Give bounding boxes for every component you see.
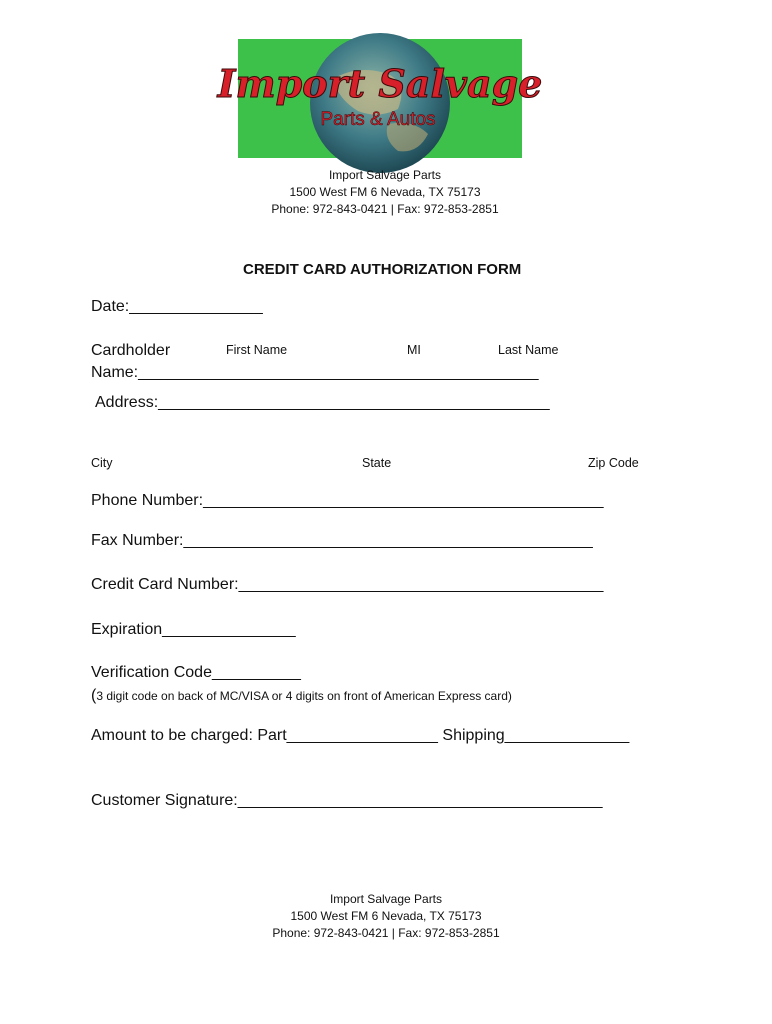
phone-number-field[interactable]: Phone Number:_____________________________________________ — [91, 492, 604, 509]
form-title: CREDIT CARD AUTHORIZATION FORM — [243, 261, 522, 278]
logo-line1: Import Salvage — [217, 61, 543, 106]
header-phone-fax: Phone: 972-843-0421 | Fax: 972-853-2851 — [271, 202, 499, 216]
footer-phone-fax: Phone: 972-843-0421 | Fax: 972-853-2851 — [272, 926, 500, 940]
date-field[interactable]: Date:_______________ — [91, 298, 263, 315]
footer-address: 1500 West FM 6 Nevada, TX 75173 — [290, 909, 482, 923]
name-field[interactable]: Name:_____________________________________________ — [91, 364, 539, 381]
company-logo — [217, 39, 543, 158]
city-label: City — [91, 456, 113, 470]
state-label: State — [362, 456, 392, 470]
first-name-label: First Name — [226, 343, 288, 357]
verification-note — [91, 687, 512, 705]
address-field[interactable]: Address:____________________________________________ — [95, 394, 550, 411]
mi-label: MI — [407, 343, 421, 357]
verification-note-text: 3 digit code on back of MC/VISA or 4 digits on front of American Express card) — [96, 689, 512, 703]
verification-note-paren: ( — [91, 687, 97, 704]
fax-number-field[interactable]: Fax Number:______________________________________________ — [91, 532, 593, 549]
cardholder-label: Cardholder — [91, 342, 171, 359]
expiration-field[interactable]: Expiration_______________ — [91, 621, 296, 638]
header-company: Import Salvage Parts — [328, 168, 442, 182]
header-address: 1500 West FM 6 Nevada, TX 75173 — [289, 185, 481, 199]
customer-signature-field[interactable]: Customer Signature:_________________________________________ — [91, 792, 603, 809]
amount-charged-field[interactable]: Amount to be charged: Part_________________ Shipping______________ — [91, 727, 630, 744]
logo-line2: Parts & Autos — [320, 109, 436, 130]
verification-code-field[interactable]: Verification Code__________ — [91, 664, 301, 681]
zip-code-label: Zip Code — [588, 456, 639, 470]
footer-company: Import Salvage Parts — [329, 892, 443, 906]
last-name-label: Last Name — [498, 343, 559, 357]
credit-card-number-field[interactable]: Credit Card Number:_________________________________________ — [91, 576, 604, 593]
